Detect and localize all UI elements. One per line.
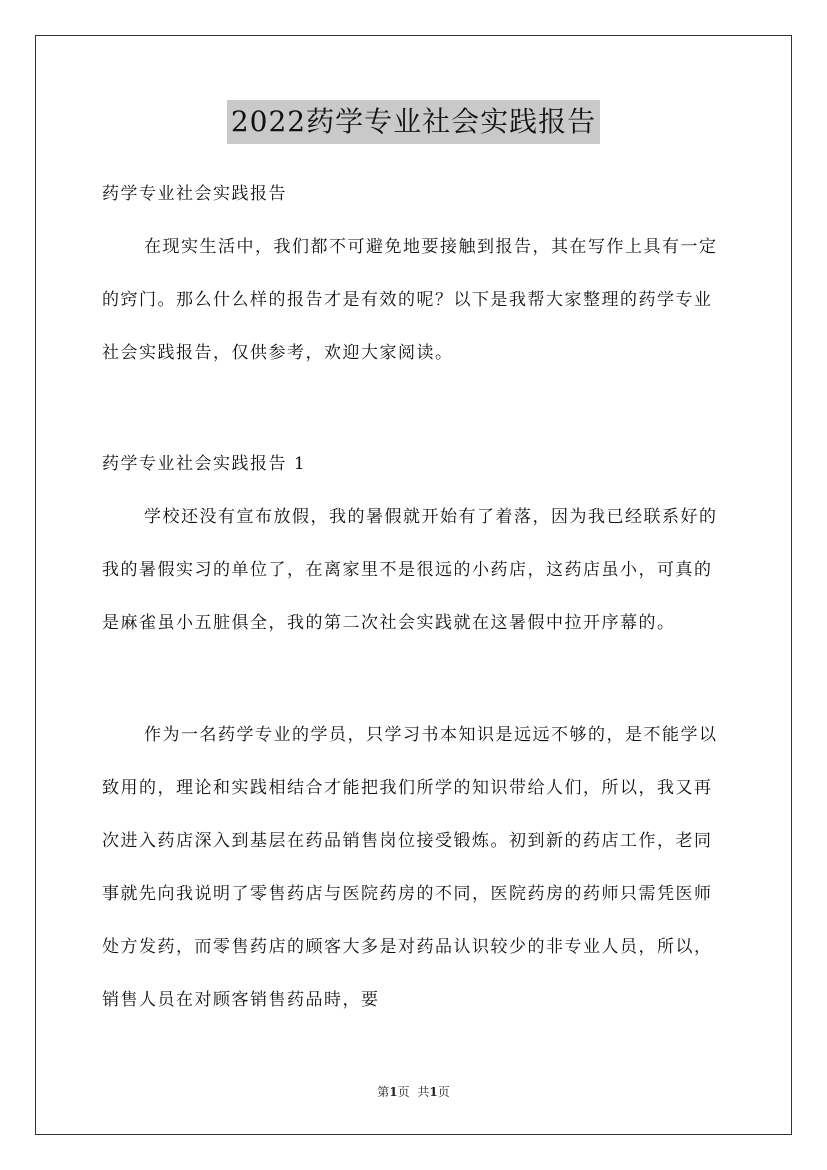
body-paragraph-1: 学校还没有宣布放假，我的暑假就开始有了着落，因为我已经联系好的我的暑假实习的单位了，在离家里不是很远的小药店，这药店虽小，可真的是麻雀虽小五脏俱全，我的第二次社会实践就在这暑假中拉开序幕的。 — [102, 507, 718, 633]
body-paragraph-2: 作为一名药学专业的学员，只学习书本知识是远远不够的，是不能学以致用的，理论和实践相结合才能把我们所学的知识带给人们，所以，我又再次进入药店深入到基层在药品销售岗位接受锻炼。初到新的药店工作，老同事就先向我说明了零售药店与医院药房的不同，医院药房的药师只需凭医师处方发药，而零售药店的顾客大多是对药品认识较少的非专业人员，所以，销售人员在对顾客销售药品時，要 — [102, 725, 718, 1010]
page-prefix: 第 — [377, 1085, 390, 1099]
intro-paragraph: 在现实生活中，我们都不可避免地要接触到报告，其在写作上具有一定的窍门。那么什么样的报告才是有效的呢？以下是我帮大家整理的药学专业社会实践报告，仅供参考，欢迎大家阅读。 — [102, 237, 718, 363]
total-pages: 1 — [429, 1085, 438, 1099]
page-suffix: 页 — [397, 1085, 410, 1099]
document-title: 2022药学专业社会实践报告 — [227, 100, 600, 144]
total-suffix: 页 — [437, 1085, 450, 1099]
total-prefix: 共 — [417, 1085, 430, 1099]
document-subtitle: 药学专业社会实践报告 — [102, 184, 287, 204]
page-number: 1 — [389, 1085, 398, 1099]
section-heading: 药学专业社会实践报告 1 — [102, 454, 307, 474]
page-footer — [0, 1083, 827, 1100]
document-title-wrapper — [0, 100, 827, 144]
